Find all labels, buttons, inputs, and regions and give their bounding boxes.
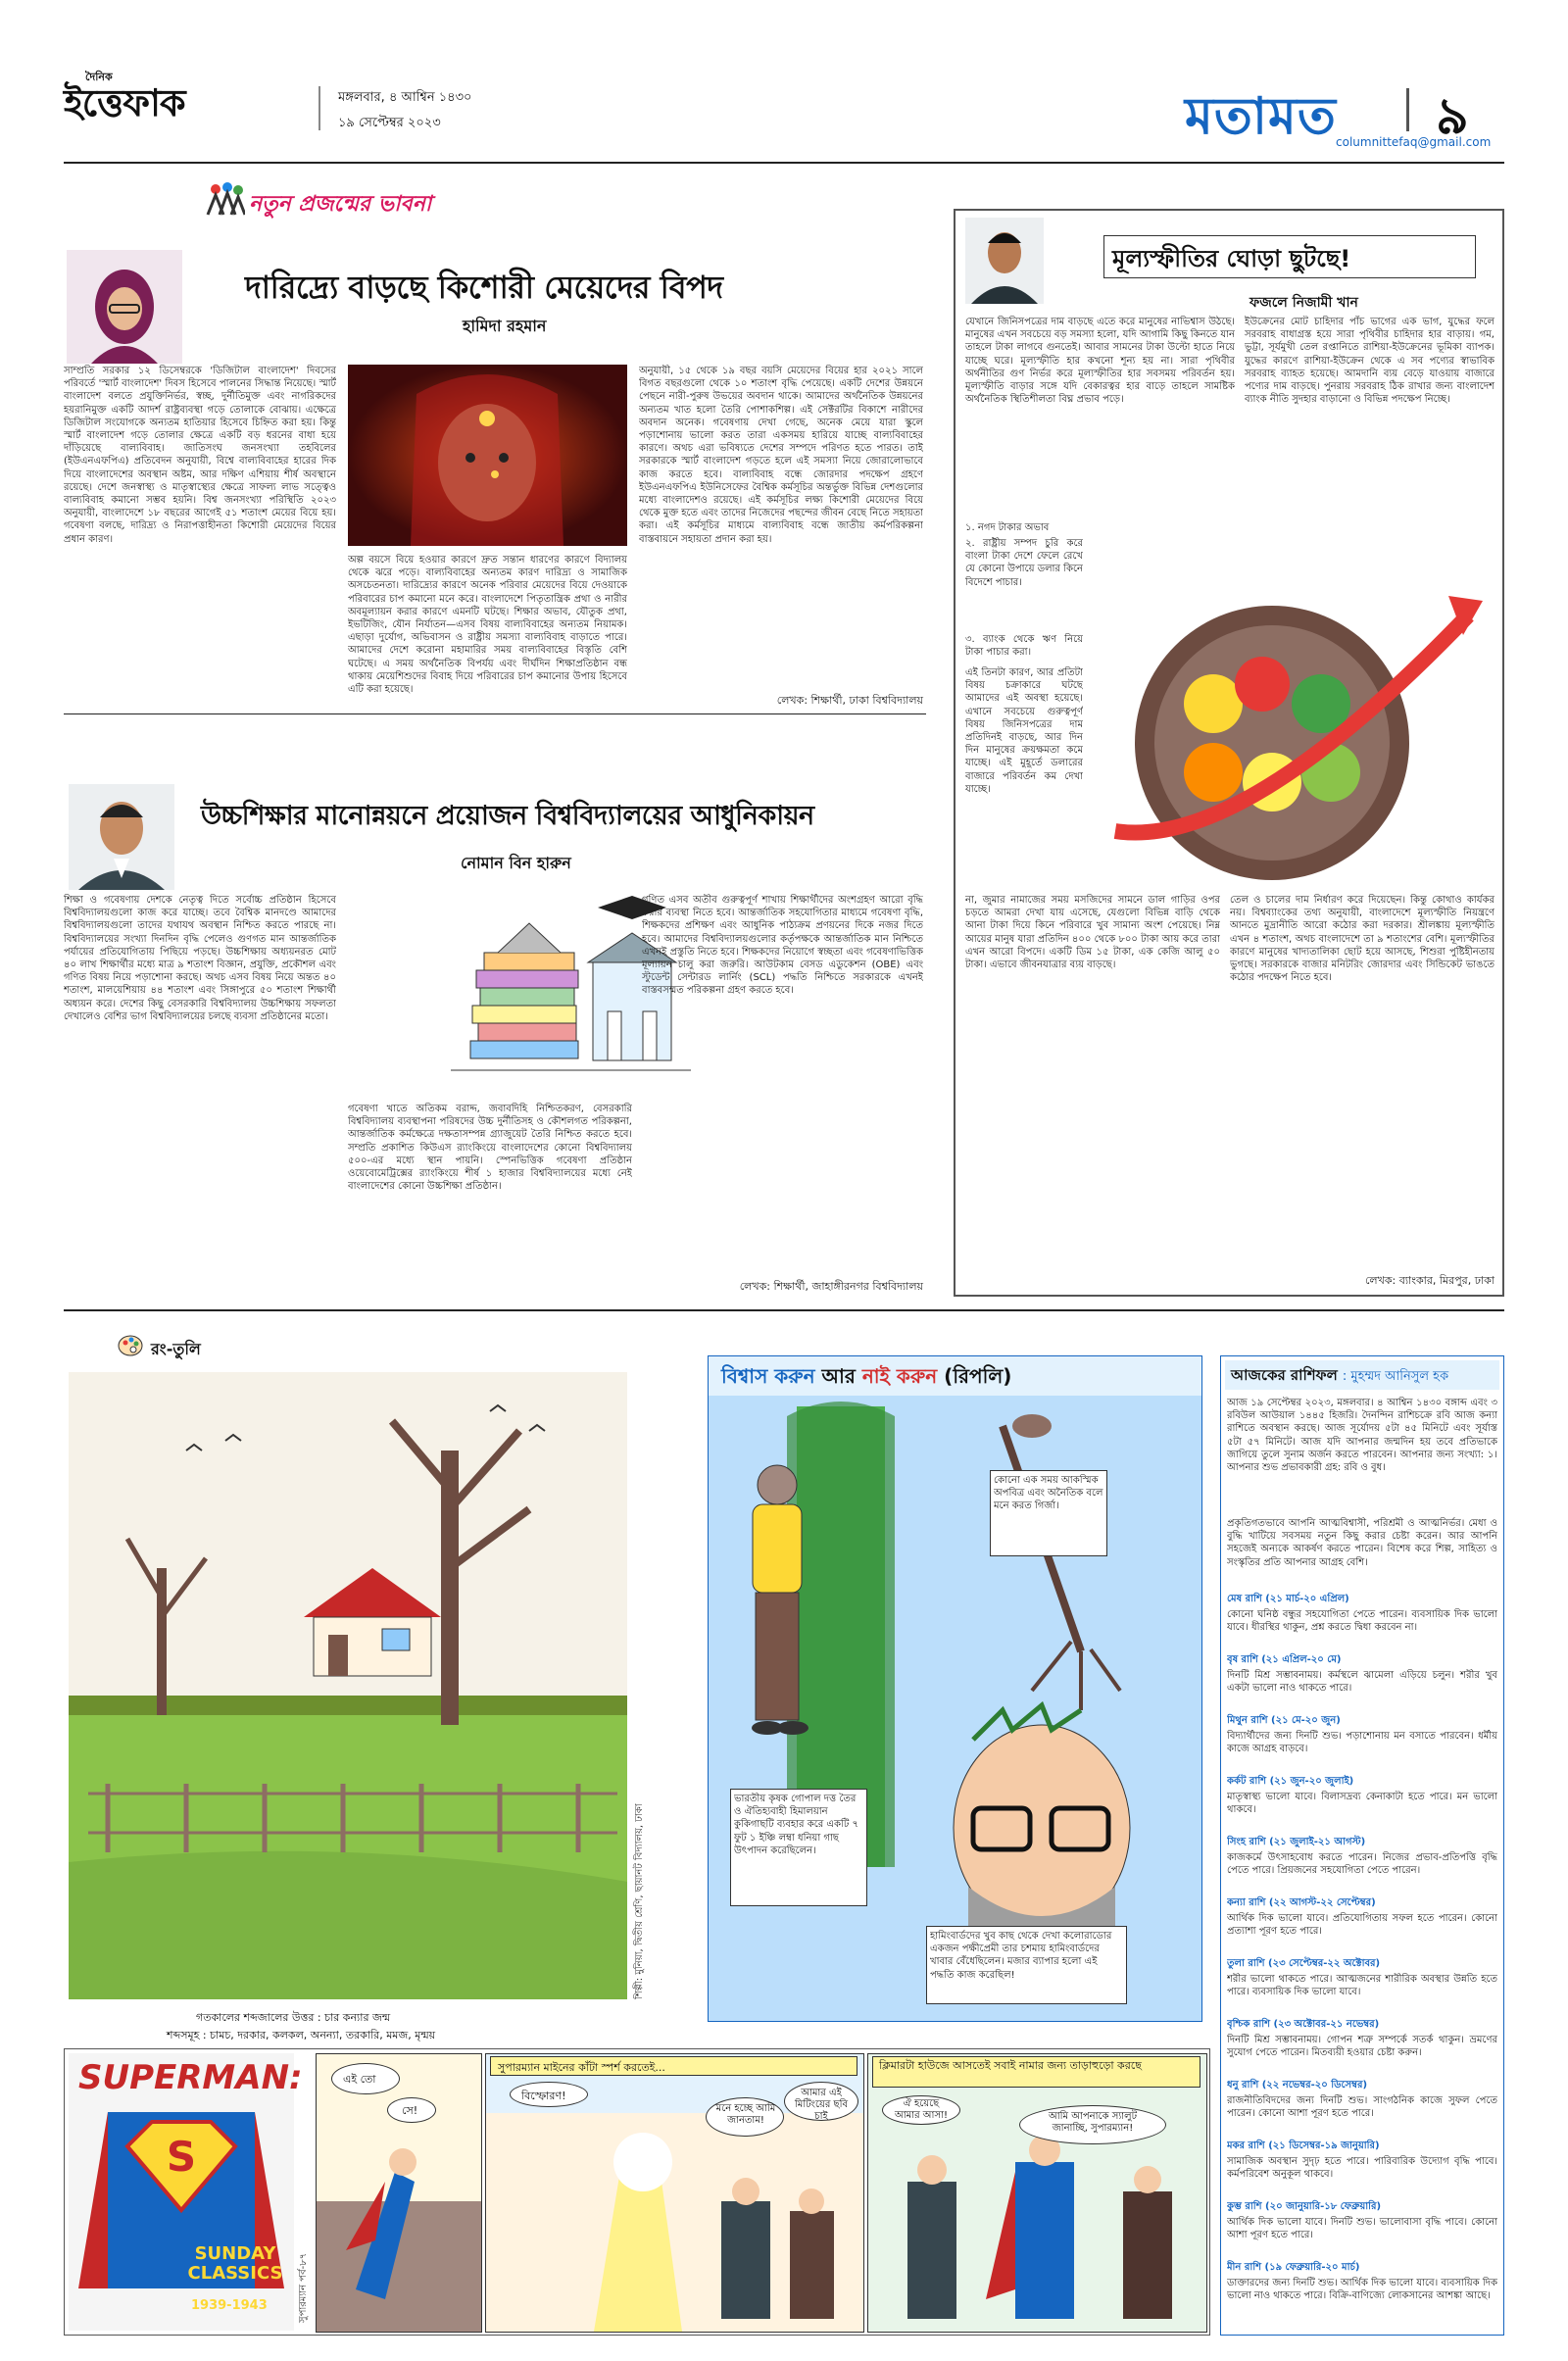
new-gen-headline: দারিদ্র্যে বাড়ছে কিশোরী মেয়েদের বিপদ [245, 269, 723, 306]
rashi-name: মেষ রাশি (২১ মার্চ-২০ এপ্রিল) [1227, 1594, 1349, 1604]
rashi-name: কন্যা রাশি (২২ আগস্ট-২২ সেপ্টেম্বর) [1227, 1897, 1376, 1908]
rashifal-signs [1227, 1592, 1497, 2332]
rashi-name: মীন রাশি (১৯ ফেব্রুয়ারি-২০ মার্চ) [1227, 2262, 1360, 2273]
author-photo-hamida [67, 250, 182, 364]
inflation-column-1: যেখানে জিনিসপত্রের দাম বাড়ছে এতে করে মানুষের নাভিশ্বাস উঠছে। মানুষের এখন সবচেয়ে বড় সমস্যা হলো, যদি আগামি কিছু কিনতে যান তাহলে টাকা লাগবে গুনতেই। আবার সামনের টাকা উল্টো হাতে নিয়ে যাচ্ছে ঘরে। মূল্যস্ফীতি হার কখনো শূন্য হয় না। সারা পৃথিবীর অর্থনীতির গুণ নির্ভর করে মূল্যস্ফীতির হার সবসময় পরিবর্তন হয়। মূল্যস্ফীতি বাড়ার সঙ্গে যদি বেকারত্বর হার বাড়ে তাহলে সামষ্টিক অর্থনৈতিক স্থিতিশীলতা বিঘ্ন প্রভাব পড়ে। [965, 317, 1235, 406]
inflation-byline: লেখক: ব্যাংকার, মিরপুর, ঢাকা [1364, 1274, 1494, 1287]
masthead-rule [64, 162, 1504, 164]
market-inflation-photo [1096, 557, 1494, 890]
rashi-name: সিংহ রাশি (২১ জুলাই-২১ আগস্ট) [1227, 1837, 1366, 1847]
date-bangla: মঙ্গলবার, ৪ আশ্বিন ১৪৩০ [338, 90, 472, 105]
comic-bubble-3b-text: আমি আপনাকে স্যালুট জানাচ্ছি, সুপারম্যান! [1048, 2111, 1138, 2134]
page-rule-middle [64, 1309, 1504, 1311]
rashi-text: রাজনীতিবিদদের জন্য দিনটি শুভ। সাংগঠনিক কাজে সুফল পেতে পারেন। কোনো আশা পূরণ হতে পারে। [1227, 2095, 1497, 2120]
child-bride-photo [348, 365, 627, 546]
rashifal-header [1225, 1360, 1499, 1390]
ripley-fork-caption: কোনো এক সময় আকস্মিক অপবিত্র এবং অনৈতিক বলে মনে করত গির্জা। [994, 1475, 1103, 1512]
rashi-name: কর্কট রাশি (২১ জুন-২০ জুলাই) [1227, 1776, 1354, 1787]
inflation-column-3: ইউক্রেনের মোট চাহিদার পাঁচ ভাগের এক ভাগ, যুদ্ধের ফলে সরবরাহ বাধাগ্রস্ত হয়ে সারা পৃথিবীর চাহিদার হার বাড়ায়। গম, ভুট্টা, সূর্যমুখী তেল রপ্তানিতে রাশিয়া-ইউক্রেনের ভূমিকা ব্যাপক। যুদ্ধের কারণে রাশিয়া-ইউক্রেন থেকে এ সব পণ্যের স্বাভাবিক সরবরাহ ব্যাহত হয়েছে। আমদানি ব্যয় বেড়ে যাওয়ায় বাজারে পণ্যের দাম বাড়ছে। পুনরায় সরবরাহ ঠিক রাখার জন্য বাংলাদেশ ব্যাংক নীতি সুদহার বাড়ানো ও বিভিন্ন পদক্ষেপ নিচ্ছে। [1245, 317, 1494, 406]
rashi-text: মাতৃস্বাস্থ্য ভালো যাবে। বিলাসদ্রব্য কেনাকাটা হতে পারে। মন ভালো থাকবে। [1227, 1792, 1497, 1816]
rashi-text: বিদ্যার্থীদের জন্য দিনটি শুভ। পড়াশোনায় মন বসাতে পারবেন। ধর্মীয় কাজে আগ্রহ বাড়বে। [1227, 1731, 1497, 1755]
article-divider-1 [64, 713, 926, 714]
new-gen-byline: লেখক: শিক্ষার্থী, ঢাকা বিশ্ববিদ্যালয় [776, 694, 923, 707]
rong-tuli-header [118, 1333, 255, 1362]
ripley-farmer-caption: ভারতীয় কৃষক গোপাল দত্ত তৈর ও ঐতিহ্যবাহী হিমালয়ান কুকিগাছটি ব্যবহার করে একটি ৭ ফুট ১ ইঞ্চি লম্বা ধনিয়া গাছ উৎপাদন করেছিলেন। [734, 1794, 859, 1856]
ripley-title-believe: বিশ্বাস করুন [721, 1364, 815, 1388]
svg-text:S: S [166, 2133, 197, 2181]
rashi-item [1227, 1592, 1497, 1652]
puzzle-answer: গতকালের শব্দজালের উত্তর : চার কন্যার জন্ম [196, 2011, 391, 2024]
masthead [64, 57, 1504, 149]
rashi-text: শরীর ভালো থাকতে পারে। আত্মজনের শারীরিক অবস্থার উন্নতি হতে পারে। ব্যবসায়িক দিক ভালো যাবে। [1227, 1974, 1497, 1998]
section-title: মতামত [1185, 87, 1337, 146]
rashi-text: আর্থিক দিক ভালো যাবে। প্রতিযোগিতায় সফল হতে পারেন। কোনো প্রত্যাশা পূরণ হতে পারে। [1227, 1913, 1497, 1938]
rashi-name: বৃষ রাশি (২১ এপ্রিল-২০ মে) [1227, 1654, 1342, 1665]
rashi-text: দিনটি মিশ্র সম্ভাবনাময়। কর্মস্থলে ঝামেলা এড়িয়ে চলুন। শরীর খুব একটা ভালো নাও থাকতে পারে। [1227, 1670, 1497, 1695]
comic-caption-2: সুপারম্যান মাইনের কাঁটা স্পর্শ করতেই... [498, 2061, 665, 2074]
superman-years: 1939-1943 [191, 2298, 268, 2313]
higher-ed-headline: উচ্চশিক্ষার মানোন্নয়নে প্রয়োজন বিশ্ববিদ্যালয়ের আধুনিকায়ন [201, 801, 814, 831]
new-gen-column-2: অল্প বয়সে বিয়ে হওয়ার কারণে দ্রুত সন্তান ধারণের কারণে বিদ্যালয় থেকে ঝরে পড়ে। বাল্যবিবাহের অন্যতম কারণ দারিদ্র্য ও সামাজিক অসচেতনতা। দারিদ্র্যের কারণে অনেক পরিবার মেয়েদের বিয়ে দেওয়াকে পরিবারের চাপ কমানো মনে করে। বাংলাদেশে পিতৃতান্ত্রিক প্রথা ও নারীর অবমূল্যায়ন করার কারণে এমনটি ঘটছে। শিক্ষার অভাব, যৌতুক প্রথা, ইভটিজিং, যৌন নির্যাতন—এসব বিষয় বাল্যবিবাহের অন্যতম নিয়ামক। এছাড়া দুর্যোগ, অভিবাসন ও রাষ্ট্রীয় সমস্যা বাল্যবিবাহ বাড়াতে পারে। আমাদের দেশে করোনা মহামারির সময় বাল্যবিবাহের বিস্তৃতি বেশি ঘটেছে। এ সময় অর্থনৈতিক বিপর্যয় এবং দীর্ঘদিন শিক্ষাপ্রতিষ্ঠান বন্ধ থাকায় মেয়েশিশুদের বিবাহ দিয়ে পরিবারের চাপ কমানোর উপায় হিসেবে এটি করা হয়েছে। [348, 555, 627, 696]
rashi-item [1227, 2260, 1497, 2321]
superman-title: SUPERMAN: [78, 2058, 303, 2097]
new-gen-column-1: সাম্প্রতি সরকার ১২ ডিসেম্বরকে 'ডিজিটাল বাংলাদেশ' দিবসের পরিবর্তে 'স্মার্ট বাংলাদেশ' দিবস হিসেবে পালনের সিদ্ধান্ত নিয়েছে। স্মার্ট বাংলাদেশ বলতে প্রযুক্তিনির্ভর, স্বচ্ছ, দুর্নীতিমুক্ত এবং নাগরিকদের হয়রানিমুক্ত একটি আদর্শ রাষ্ট্রব্যবস্থা গড়ে তোলাকে বোঝায়। এক্ষেত্রে ডিজিটাল সংযোগকে অন্যতম হাতিয়ার হিসেবে চিহ্নিত করা হয়। কিন্তু স্মার্ট বাংলাদেশ গড়ে তোলার ক্ষেত্রে একটি বড় ধরনের বাধা হয়ে দাঁড়িয়েছে বাল্যবিবাহ। জাতিসংঘ জনসংখ্যা তহবিলের (ইউএনএফপিএ) প্রতিবেদন অনুযায়ী, বিশ্বে বাল্যবিবাহের হারের দিক দিয়ে বাংলাদেশের অবস্থান অষ্টম, আর দক্ষিণ এশিয়ায় শীর্ষ অবস্থানে রয়েছে। দেশে জনস্বাস্থ্য ও মাতৃস্বাস্থ্যের ক্ষেত্রে সাফল্য লাভ সত্ত্বেও বাল্যবিবাহ কমানো সম্ভব হয়নি। বিশ্ব জনসংখ্যা পরিস্থিতি ২০২৩ অনুযায়ী, বাংলাদেশে ১৮ বছরের আগেই ৫১ শতাংশ মেয়ের বিয়ে হয়। গবেষণা বলছে, দারিদ্র্য ও নিরাপত্তাহীনতা কিশোরী মেয়েদের বিয়ের প্রধান কারণ। [64, 366, 336, 545]
new-gen-column-3: অনুযায়ী, ১৫ থেকে ১৯ বছর বয়সি মেয়েদের বিয়ের হার ২০২১ সালে বিগত বছরগুলো থেকে ১০ শতাংশ বৃদ্ধি পেয়েছে। একটি দেশের উন্নয়নে পেছনে নারী-পুরুষ উভয়ের অবদান থাকে। আমাদের অর্থনৈতিক উন্নয়নের অন্যতম খাত হলো তৈরি পোশাকশিল্প। এই সেক্টরটির বিকাশে নারীদের অবদান অনেক। গবেষণায় দেখা গেছে, অনেক মেয়ে যারা স্কুলে পড়াশোনায় ভালো করত তারা একসময় হারিয়ে যাচ্ছে বাল্যবিবাহের কারণে। অথচ এরা ভবিষ্যতে দেশের সম্পদে পরিণত হতে পারত। তাই সরকারকে স্মার্ট বাংলাদেশ গড়তে হলে এই সমস্যা নিয়ে জোরালোভাবে কাজ করতে হবে। বাল্যবিবাহ বন্ধে জোরদার পদক্ষেপ গ্রহণে ইউএনএফপিএ ইউনিসেফের বৈশ্বিক কর্মসূচির অন্তর্ভুক্ত বিভিন্ন দেশগুলোর মধ্যে বাংলাদেশও রয়েছে। এই কর্মসূচির লক্ষ্য কিশোরী মেয়েদের বিয়ে থেকে মুক্ত হতে এবং তাদের নিজেদের পছন্দের জীবন বেছে নিতে সহায়তা করা। এই কর্মসূচির মাধ্যমে বাল্যবিবাহ বন্ধে জাতীয় কর্মপরিকল্পনা বাস্তবায়নে সহায়তা প্রদান করা হয়। [639, 366, 923, 545]
rashi-name: কুম্ভ রাশি (২০ জানুয়ারি-১৮ ফেব্রুয়ারি) [1227, 2201, 1382, 2212]
ripley-title-not: নাই করুন [861, 1364, 938, 1388]
rashi-text: কাজকর্মে উৎসাহবোধ করতে পারেন। নিজের প্রভাব-প্রতিপত্তি বৃদ্ধি পেতে পারে। প্রিয়জনের সহযোগিতা পেতে পারেন। [1227, 1852, 1497, 1877]
comic-bubble-1b-text: সে! [402, 2104, 418, 2117]
section-divider [1406, 88, 1409, 131]
contact-email[interactable]: columnittefaq@gmail.com [1336, 135, 1492, 149]
inflation-headline: মূল্যস্ফীতির ঘোড়া ছুটছে! [1112, 245, 1351, 272]
paper-name: ইত্তেফাক [64, 81, 185, 124]
inflation-list-3: ৩. ব্যাংক থেকে ঋণ নিয়ে টাকা পাচার করা। [965, 634, 1083, 659]
inflation-bottom-column-1: না, জুমার নামাজের সময় মসজিদের সামনে ডাল গাড়ির ওপর চড়তে আমরা দেখা যায় এসেছে, যেগুলো বিভিন্ন বাড়ি থেকে আনা টাকা দিয়ে কিনে পরিবারে খুব সামান্য অংশ পেয়েছে। নিম্ন আয়ের মানুষ যারা প্রতিদিন ৪০০ থেকে ৮০০ টাকা আয় করে তারা এখন আরো বিপদে। একটি ডিম ১৫ টাকা, এক কেজি আলু ৫০ টাকা। এভাবে জীবনযাত্রার ব্যয় বাড়ছে। [965, 895, 1220, 971]
superman-subtitle: SUNDAY CLASSICS [187, 2243, 283, 2284]
inflation-column-2: এই তিনটা কারণ, আর প্রতিটা বিষয় চক্রাকারে ঘটছে আমাদের এই অবস্থা হয়েছে। এখানে সবচেয়ে গুরুত্বপূর্ণ বিষয় জিনিসপত্রের দাম প্রতিদিনই বাড়ছে, আর দিন দিন মানুষের ক্রয়ক্ষমতা কমে যাচ্ছে। এই মুহূর্তে ডলারের বাজারে পরিবর্তন কম দেখা যাচ্ছে। [965, 667, 1083, 795]
rashi-name: ধনু রাশি (২২ নভেম্বর-২০ ডিসেম্বর) [1227, 2080, 1368, 2090]
puzzle-word-list: শব্দসমূহ : চামচ, দরকার, কলকল, অনন্যা, তরকারি, মমজ, মৃন্ময় [167, 2029, 436, 2041]
rashifal-intro-2: প্রকৃতিগতভাবে আপনি আত্মবিশ্বাসী, পরিশ্রমী ও আত্মনির্ভর। মেধা ও বুদ্ধি খাটিয়ে সবসময় নতুন কিছু করার চেষ্টা করেন। আর আপনি সহজেই অন্যকে আকর্ষণ করতে পারেন। বিশেষ করে শিল্প, সাহিত্য ও সংস্কৃতির প্রতি আপনার আগ্রহ বেশি। [1227, 1518, 1497, 1568]
higher-ed-column-3: গণিত এসব অতীব গুরুত্বপূর্ণ শাখায় শিক্ষার্থীদের অংশগ্রহণ আরো বৃদ্ধি করার ব্যবস্থা নিতে হবে। আন্তর্জাতিক সহযোগিতার মাধ্যমে গবেষণা বৃদ্ধি, শিক্ষকদের প্রশিক্ষণ এবং আধুনিক পাঠ্যক্রম প্রণয়নের দিকে নজর দিতে হবে। আমাদের বিশ্ববিদ্যালয়গুলোর কর্তৃপক্ষকে আন্তর্জাতিক মান নিশ্চিতে এখনই প্রস্তুতি নিতে হবে। শিক্ষকদের নিয়োগে স্বচ্ছতা এবং গবেষণাভিত্তিক মূল্যায়ন চালু করা জরুরি। আউটকাম বেসড এডুকেশন (OBE) এবং স্টুডেন্ট সেন্টারড লার্নিং (SCL) পদ্ধতি নিশ্চিতে সরকারকে এখনই বাস্তবসম্মত পরিকল্পনা গ্রহণ করতে হবে। [642, 895, 923, 997]
rashi-item [1227, 1774, 1497, 1835]
rashi-item [1227, 1713, 1497, 1774]
inflation-author: ফজলে নিজামী খান [1250, 295, 1358, 311]
rashi-item [1227, 2078, 1497, 2139]
comic-panel-1 [316, 2053, 482, 2333]
page-number: ৯ [1436, 87, 1469, 146]
rashi-text: ডাক্তারদের জন্য দিনটি শুভ। আর্থিক দিক ভালো যাবে। ব্যবসায়িক দিক ভালো নাও থাকতে পারে। বিক্রি-বাণিজ্যে লোকসানের আশঙ্কা আছে। [1227, 2278, 1497, 2302]
higher-ed-column-1: শিক্ষা ও গবেষণায় দেশকে নেতৃত্ব দিতে সর্বোচ্চ প্রতিষ্ঠান হিসেবে বিশ্ববিদ্যালয়গুলো কাজ করে যাচ্ছে। তবে বৈশ্বিক মানদণ্ডে আমাদের বিশ্ববিদ্যালয়গুলো তাদের যথাযথ অবস্থান নিশ্চিত করতে পারছে না। বিশ্ববিদ্যালয়ের সংখ্যা দিনদিন বৃদ্ধি পেলেও গুণগত মান আন্তর্জাতিক পর্যায়ের প্রতিযোগিতায় পিছিয়ে পড়ছে। উচ্চশিক্ষায় অধ্যয়নরত মোট ৪০ লাখ শিক্ষার্থীর মধ্যে মাত্র ৯ শতাংশ বিজ্ঞান, প্রযুক্তি, প্রকৌশল এবং গণিত বিষয় নিয়ে পড়াশোনা করছে। অথচ এসব বিষয় নিয়ে অন্তত ৪০ শতাংশ, মালয়েশিয়ায় ৪৪ শতাংশ এবং সিঙ্গাপুরে ৫০ শতাংশ শিক্ষার্থী অধ্যয়ন করে। দেশের কিছু বেসরকারি বিশ্ববিদ্যালয় উচ্চশিক্ষায় সফলতা দেখালেও বেশির ভাগ বিশ্ববিদ্যালয়ের চলছে ব্যবসা প্রতিষ্ঠানের মতো। [64, 895, 336, 1022]
rashi-item [1227, 1895, 1497, 1956]
ripley-bird-caption: হামিংবার্ডদের খুব কাছ থেকে দেখা কলোরাডোর একজন পক্ষীপ্রেমী তার চশমায় হামিংবার্ডদের খাবার বেঁধেছিলেন। মজার ব্যাপার হলো এই পদ্ধতি কাজ করেছিল! [930, 1931, 1112, 1981]
new-gen-author: হামিদা রহমান [463, 317, 547, 335]
inflation-list-2: ২. রাষ্ট্রীয় সম্পদ চুরি করে বাংলা টাকা দেশে ফেলে রেখে যে কোনো উপায়ে ডলার কিনে বিদেশে পাচার। [965, 538, 1083, 588]
ripley-title [721, 1362, 1011, 1395]
rashi-item [1227, 1835, 1497, 1895]
rashi-name: বৃশ্চিক রাশি (২৩ অক্টোবর-২১ নভেম্বর) [1227, 2019, 1380, 2030]
masthead-divider [318, 86, 320, 130]
palette-icon [118, 1333, 143, 1358]
comic-side-label: সুপারম্যান পর্ব-৮৭ [298, 2252, 309, 2323]
rashi-text: সামাজিক অবস্থান সুদৃঢ় হতে পারে। পারিবারিক উদ্যোগ বৃদ্ধি পাবে। কর্মপরিবেশ অনুকূল থাকবে। [1227, 2156, 1497, 2181]
rashi-text: আর্থিক দিক ভালো যাবে। দিনটি শুভ। ভালোবাসা বৃদ্ধি পাবে। কোনো আশা পূরণ হতে পারে। [1227, 2217, 1497, 2241]
inflation-bottom-column-2: তেল ও চালের দাম নির্ধারণ করে দিয়েছেন। কিন্তু কোথাও কার্যকর নয়। বিশ্বব্যাংকের তথ্য অনুযায়ী, বাংলাদেশে মূল্যস্ফীতি নিয়ন্ত্রণে আনতে মুদ্রানীতি আরো কঠোর করা দরকার। শ্রীলঙ্কায় মূল্যস্ফীতি এখন ৪ শতাংশ, অথচ বাংলাদেশে তা ৯ শতাংশের বেশি। মূল্যস্ফীতির কারণে মানুষের খাদ্যতালিকা ছোট হয়ে আসছে, শিশুরা পুষ্টিহীনতায় ভুগছে। সরকারকে বাজার মনিটরিং জোরদার এবং সিন্ডিকেট ভাঙতে কঠোর পদক্ষেপ নিতে হবে। [1230, 895, 1494, 984]
higher-ed-author: নোমান বিন হারুন [461, 854, 571, 872]
higher-ed-column-2: গবেষণা খাতে অতিকম বরাদ্দ, জবাবদিহি নিশ্চিতকরণ, বেসরকারি বিশ্ববিদ্যালয় ব্যবস্থাপনা পরিষদের উচ্চ দুর্নীতিসহ ও কৌশলগত পরিকল্পনা, আন্তর্জাতিক কর্মক্ষেত্রে দক্ষতাসম্পন্ন গ্র্যাজুয়েট তৈরি নিশ্চিত করতে হবে। সম্প্রতি প্রকাশিত কিউএস র‍্যাংকিংয়ে বাংলাদেশের কোনো বিশ্ববিদ্যালয় ৫০০-এর মধ্যে স্থান পায়নি। স্পেনভিত্তিক গবেষণা প্রতিষ্ঠান ওয়েবোমেট্রিক্সের র‍্যাংকিংয়ে শীর্ষ ১ হাজার বিশ্ববিদ্যালয়ের মধ্যে নেই বাংলাদেশের কোনো উচ্চশিক্ষা প্রতিষ্ঠান। [348, 1104, 632, 1193]
rashi-name: মিথুন রাশি (২১ মে-২০ জুন) [1227, 1715, 1341, 1726]
author-photo-fazle [965, 218, 1044, 304]
painting-side-caption: শিল্পী: মুনিয়া, দ্বিতীয় শ্রেণি, ছায়ানট বিদ্যালয়, ঢাকা [634, 1803, 645, 1999]
comic-bubble-2c-text: আমার এই মিটিংয়ের ছবি চাই [794, 2088, 849, 2122]
rashi-item [1227, 2199, 1497, 2260]
rashi-name: মকর রাশি (২১ ডিসেম্বর-১৯ জানুয়ারি) [1227, 2140, 1380, 2151]
rashifal-intro: আজ ১৯ সেপ্টেম্বর ২০২৩, মঙ্গলবার। ৪ আশ্বিন ১৪৩০ বঙ্গাব্দ এবং ৩ রবিউল আউয়াল ১৪৪৫ হিজরি। দৈনন্দিন রাশিচক্রে রবি আজ কন্যা রাশিতে অবস্থান করছে। আজ সূর্যোদয় ৫টা ৪৫ মিনিটে এবং সূর্যাস্ত ৫টা ৫৭ মিনিটে। আজ যদি আপনার জন্মদিন হয় তবে প্রতিভাকে জাগিয়ে তুলে সুনাম অর্জন করতে পারবেন। আপনার জন্য সংখ্যা: ১। আপনার শুভ প্রভাবকারী গ্রহ: রবি ও বুধ। [1227, 1398, 1497, 1474]
higher-ed-byline: লেখক: শিক্ষার্থী, জাহাঙ্গীরনগর বিশ্ববিদ্যালয় [739, 1280, 923, 1293]
rashifal-author: : মুহম্মদ আনিসুল হক [1342, 1369, 1449, 1384]
author-photo-noman [69, 784, 174, 890]
rashi-text: দিনটি মিশ্র সম্ভাবনাময়। গোপন শত্রু সম্পর্কে সতর্ক থাকুন। ভ্রমণের সুযোগ পেতে পারেন। মিতব্যয়ী হওয়ার চেষ্টা করুন। [1227, 2035, 1497, 2059]
people-logo-icon [206, 181, 245, 217]
comic-bubble-2b-text: মনে হচ্ছে আমি জানতাম! [715, 2103, 776, 2126]
rong-tuli-label: রং-তুলি [151, 1340, 201, 1358]
rashi-name: তুলা রাশি (২৩ সেপ্টেম্বর-২২ অক্টোবর) [1227, 1958, 1381, 1969]
new-gen-banner [206, 181, 510, 221]
rashi-item [1227, 1956, 1497, 2017]
rashi-item [1227, 2017, 1497, 2078]
rashi-item [1227, 1652, 1497, 1713]
ripley-title-and: আর [821, 1364, 856, 1388]
paper-small-label: দৈনিক [85, 71, 113, 83]
ripley-title-ripley: (রিপলি) [944, 1364, 1012, 1388]
date-english: ১৯ সেপ্টেম্বর ২০২৩ [338, 116, 441, 130]
comic-bubble-2a-text: বিস্ফোরণ! [521, 2090, 566, 2102]
new-gen-banner-text: নতুন প্রজন্মের ভাবনা [249, 192, 432, 217]
comic-bubble-1a-text: এই তো [343, 2073, 376, 2086]
rashifal-title: আজকের রাশিফল [1231, 1366, 1338, 1384]
inflation-list-1: ১. নগদ টাকার অভাব [965, 522, 1050, 533]
paper-logo[interactable] [64, 69, 299, 127]
rashi-item [1227, 2139, 1497, 2199]
landscape-painting [69, 1372, 627, 1999]
comic-caption-3: ক্লিমারটা হাউজে আসতেই সবাই নামার জন্য তাড়াহুড়ো করছে [879, 2059, 1142, 2072]
comic-bubble-3a-text: ঐ হয়েছে আমার আসা! [895, 2098, 948, 2121]
rashi-text: কোনো ঘনিষ্ঠ বন্ধুর সহযোগিতা পেতে পারেন। ব্যবসায়িক দিক ভালো যাবে। ধীরস্থির থাকুন, প্রশ্ন করতে দ্বিধা করবেন না। [1227, 1609, 1497, 1634]
